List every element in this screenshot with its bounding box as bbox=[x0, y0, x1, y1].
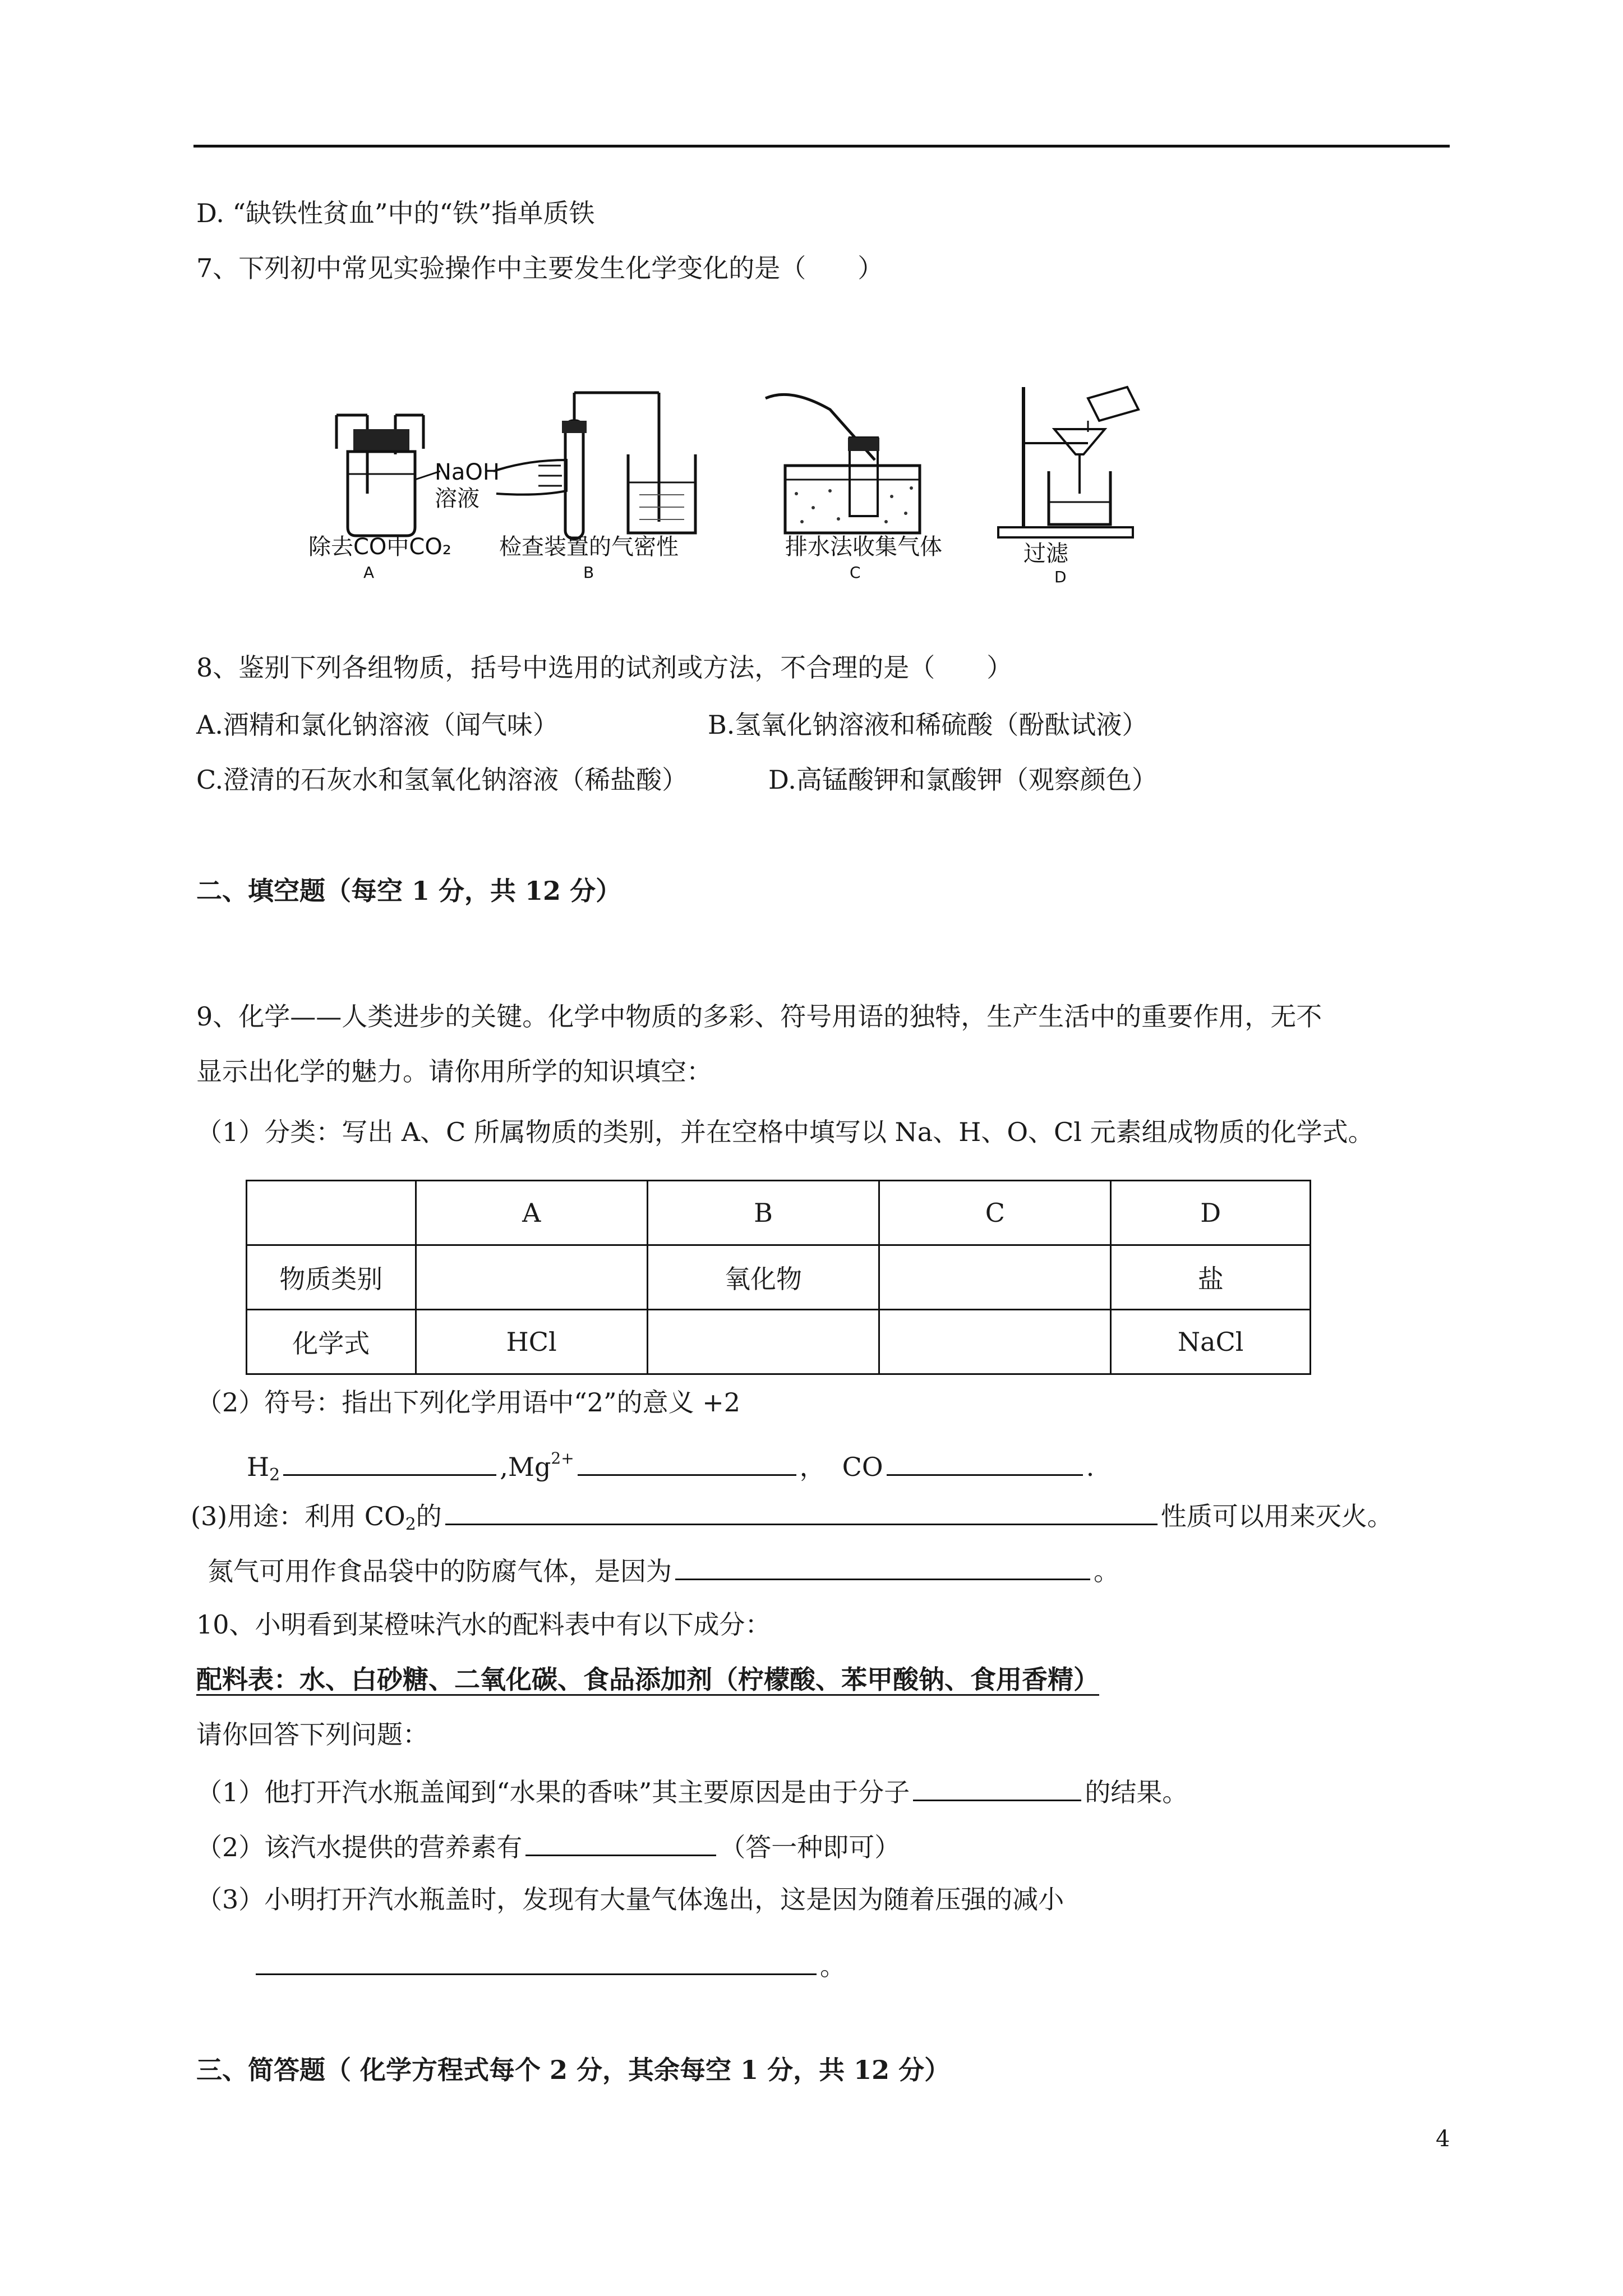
nitrogen-prefix: 氮气可用作食品袋中的防腐气体，是因为 bbox=[208, 1556, 672, 1586]
q10-part1-suffix: 的结果。 bbox=[1085, 1777, 1188, 1807]
q9-part3 bbox=[191, 1497, 1393, 1542]
q10-stem: 10、小明看到某橙味汽水的配料表中有以下成分： bbox=[196, 1609, 771, 1640]
figure-a-solution-label: 溶液 bbox=[435, 486, 479, 512]
section3-title: 三、简答题（ 化学方程式每个 2 分，其余每空 1 分，共 12 分） bbox=[196, 2055, 951, 2085]
figure-a-gas-washing-bottle bbox=[308, 415, 500, 582]
figure-a-caption: 除去CO中CO₂ bbox=[308, 534, 451, 560]
figure-a-letter: A bbox=[363, 563, 375, 582]
classification-table bbox=[246, 1180, 1311, 1375]
part3-mid: 的 bbox=[416, 1501, 442, 1531]
co-symbol: CO bbox=[842, 1452, 883, 1482]
table-row bbox=[247, 1245, 1311, 1310]
ingredient-list: 配料表：水、白砂糖、二氧化碳、食品添加剂（柠檬酸、苯甲酸钠、食用香精） bbox=[196, 1664, 1099, 1695]
table-header-cell: C bbox=[879, 1181, 1111, 1245]
nitrogen-reason-blank[interactable] bbox=[675, 1552, 1090, 1580]
molecule-answer-blank[interactable] bbox=[913, 1773, 1081, 1801]
q10-part2 bbox=[196, 1828, 900, 1864]
comma-separator: ， bbox=[799, 1452, 826, 1482]
q8-stem: 8、鉴别下列各组物质，括号中选用的试剂或方法，不合理的是（ ） bbox=[196, 652, 1013, 683]
figure-c-caption: 排水法收集气体 bbox=[785, 534, 942, 560]
q10-part2-suffix: （答一种即可） bbox=[720, 1832, 901, 1862]
part3-suffix: 性质可以用来灭火。 bbox=[1160, 1501, 1393, 1531]
figure-c-water-displacement bbox=[766, 394, 942, 582]
q9-part1: （1）分类：写出 A、C 所属物质的类别，并在空格中填写以 Na、H、O、Cl 元素组成物质的化学式。 bbox=[196, 1117, 1374, 1147]
table-header-row bbox=[247, 1181, 1311, 1245]
q10-part3-end: 。 bbox=[820, 1951, 846, 1981]
co-answer-blank[interactable] bbox=[887, 1447, 1083, 1476]
table-header-cell bbox=[247, 1181, 416, 1245]
q7-figures bbox=[303, 376, 1144, 589]
table-header-cell: B bbox=[647, 1181, 879, 1245]
table-cell bbox=[879, 1310, 1111, 1374]
table-row bbox=[247, 1310, 1311, 1374]
q10-part3-answer-line bbox=[252, 1947, 846, 1983]
mg-symbol: $,Mg^{2+}$ bbox=[500, 1449, 574, 1482]
figure-b-caption: 检查装置的气密性 bbox=[499, 534, 679, 560]
q7-stem: 7、下列初中常见实验操作中主要发生化学变化的是（ ） bbox=[196, 253, 884, 283]
figure-b-letter: B bbox=[583, 563, 594, 582]
table-cell bbox=[879, 1245, 1111, 1310]
q8-option-c: C.澄清的石灰水和氢氧化钠溶液（稀盐酸） bbox=[196, 765, 688, 795]
figure-c-letter: C bbox=[850, 563, 861, 582]
gas-escape-answer-blank[interactable] bbox=[256, 1947, 817, 1975]
q9-part2: （2）符号：指出下列化学用语中“2”的意义 +2 bbox=[196, 1387, 740, 1418]
page-number: 4 bbox=[1436, 2126, 1450, 2152]
q8-option-d: D.高锰酸钾和氯酸钾（观察颜色） bbox=[768, 765, 1158, 795]
table-cell: 化学式 bbox=[247, 1310, 416, 1374]
figure-d-letter: D bbox=[1054, 568, 1067, 586]
q9-stem-line1: 9、化学——人类进步的关键。化学中物质的多彩、符号用语的独特，生产生活中的重要作用，无不 bbox=[196, 1001, 1322, 1032]
table-cell: 盐 bbox=[1111, 1245, 1311, 1310]
part3-prefix: (3)用途：利用 CO bbox=[191, 1501, 405, 1531]
table-cell bbox=[647, 1310, 879, 1374]
table-header-cell: A bbox=[416, 1181, 647, 1245]
q6-option-d: D. “缺铁性贫血”中的“铁”指单质铁 bbox=[196, 198, 595, 228]
co2-subscript: 2 bbox=[405, 1515, 416, 1534]
table-cell: 氧化物 bbox=[647, 1245, 879, 1310]
q8-option-b: B.氢氧化钠溶液和稀硫酸（酚酞试液） bbox=[708, 710, 1148, 740]
table-cell: NaCl bbox=[1111, 1310, 1311, 1374]
q9-symbols-line bbox=[247, 1442, 1094, 1492]
header-rule bbox=[193, 145, 1450, 148]
nutrient-answer-blank[interactable] bbox=[525, 1828, 716, 1856]
q8-option-a: A.酒精和氯化钠溶液（闻气味） bbox=[196, 710, 559, 740]
figure-b-airtightness-check bbox=[494, 393, 695, 582]
figure-d-caption: 过滤 bbox=[1023, 541, 1068, 567]
q10-part3: （3）小明打开汽水瓶盖时，发现有大量气体逸出，这是因为随着压强的减小 bbox=[196, 1884, 1064, 1915]
table-cell: 物质类别 bbox=[247, 1245, 416, 1310]
mg-answer-blank[interactable] bbox=[578, 1447, 796, 1476]
section2-title: 二、填空题（每空 1 分，共 12 分） bbox=[196, 876, 622, 906]
h2-symbol: $H_2$ bbox=[247, 1452, 280, 1485]
table-cell: HCl bbox=[416, 1310, 647, 1374]
q10-part1 bbox=[196, 1773, 1188, 1809]
figure-a-naoh-label: NaOH bbox=[435, 459, 500, 485]
nitrogen-suffix: 。 bbox=[1094, 1556, 1119, 1586]
q10-part2-prefix: （2）该汽水提供的营养素有 bbox=[196, 1832, 523, 1862]
co-period: . bbox=[1086, 1452, 1095, 1482]
q9-nitrogen-line bbox=[208, 1552, 1119, 1588]
table-cell bbox=[416, 1245, 647, 1310]
h2-answer-blank[interactable] bbox=[283, 1447, 496, 1476]
co2-property-blank[interactable] bbox=[445, 1497, 1158, 1525]
q10-prompt: 请你回答下列问题： bbox=[196, 1719, 428, 1750]
table-header-cell: D bbox=[1111, 1181, 1311, 1245]
q10-part1-prefix: （1）他打开汽水瓶盖闻到“水果的香味”其主要原因是由于分子 bbox=[196, 1777, 910, 1807]
q9-stem-line2: 显示出化学的魅力。请你用所学的知识填空： bbox=[196, 1056, 712, 1087]
figure-d-filtration bbox=[998, 387, 1138, 586]
